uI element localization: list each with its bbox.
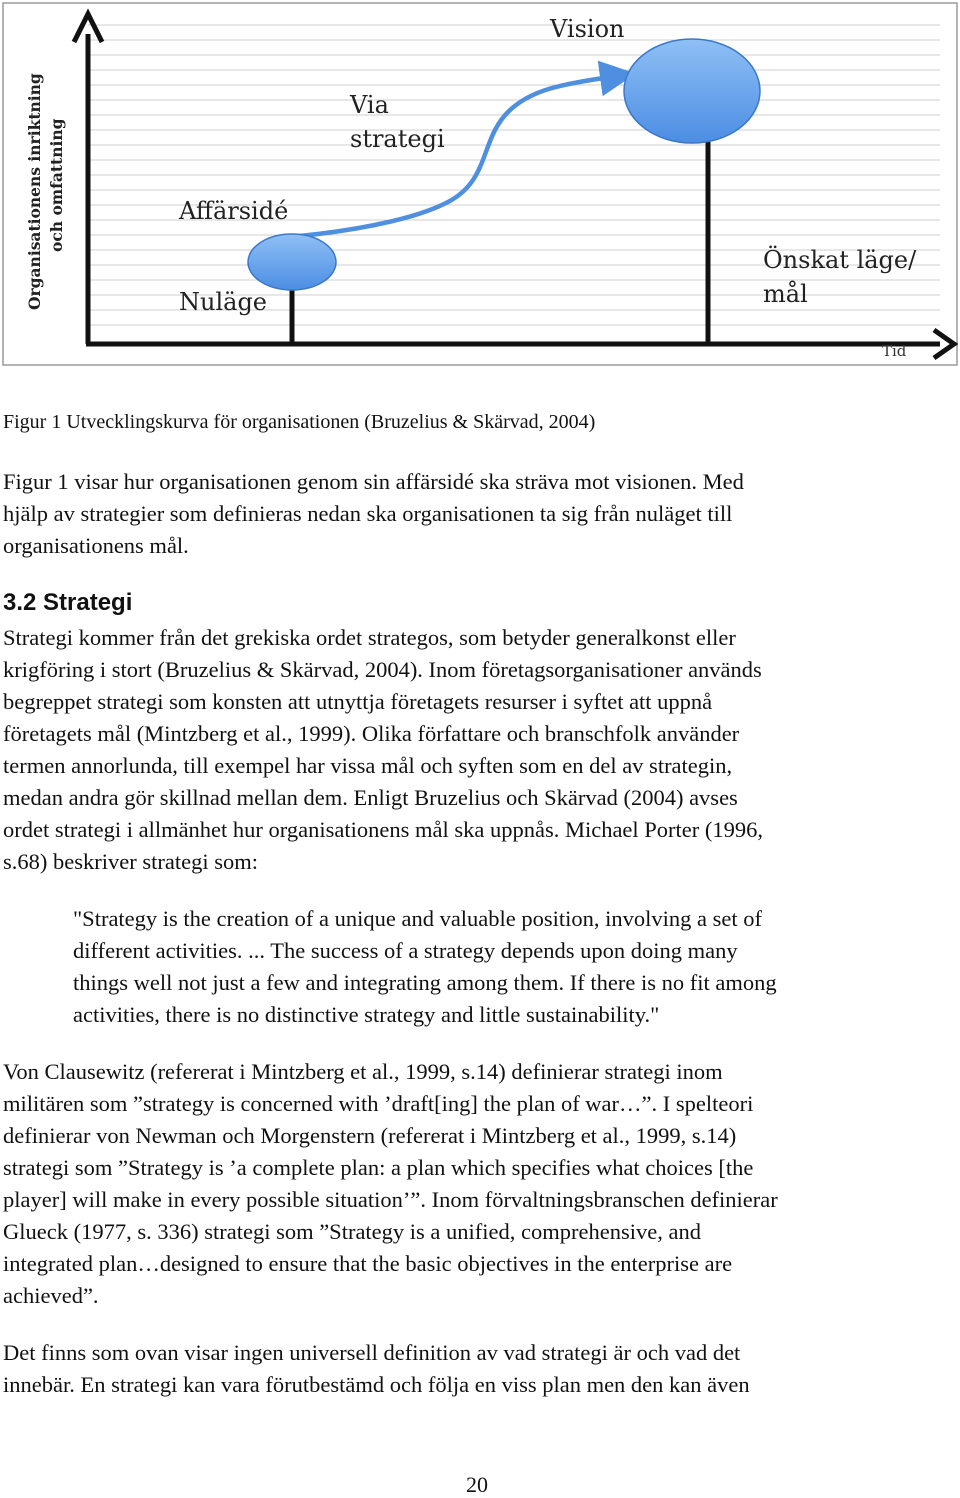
section-heading: 3.2 Strategi [3, 589, 133, 616]
strategy-line: krigföring i stort (Bruzelius & Skärvad, 2004). Inom företagsorganisationer används [3, 657, 762, 682]
strategy-line: s.68) beskriver strategi som: [3, 849, 258, 874]
via-label-line-1: Via [350, 91, 389, 119]
vision-label: Vision [550, 15, 625, 43]
via-strategi-label [350, 88, 445, 156]
diagram-graphics [0, 0, 960, 372]
intro-paragraph [3, 466, 744, 562]
quote-line: different activities. ... The success of a strategy depends upon doing many [73, 938, 738, 963]
porter-quote [73, 903, 777, 1031]
quote-line: "Strategy is the creation of a unique and valuable position, involving a set of [73, 906, 763, 931]
strategy-paragraph [3, 622, 763, 878]
intro-line: organisationens mål. [3, 533, 189, 558]
page-number: 20 [466, 1472, 488, 1497]
strategy-line: företagets mål (Mintzberg et al., 1999). Olika författare och branschfolk använder [3, 721, 740, 746]
strategy-line: termen annorlunda, till exempel har vissa mål och syften som en del av strategin, [3, 753, 733, 778]
clausewitz-line: militären som ”strategy is concerned with ’draft[ing] the plan of war…”. I spelteori [3, 1091, 754, 1116]
onskat-label-line-2: mål [763, 280, 808, 308]
onskat-label-line-1: Önskat läge/ [763, 246, 917, 274]
clausewitz-line: definierar von Newman och Morgenstern (refererat i Mintzberg et al., 1999, s.14) [3, 1123, 737, 1148]
via-label-line-2: strategi [350, 125, 445, 153]
final-paragraph [3, 1337, 750, 1401]
quote-line: things well not just a few and integrating among them. If there is no fit among [73, 970, 777, 995]
strategy-line: Strategi kommer från det grekiska ordet strategos, som betyder generalkonst eller [3, 625, 736, 650]
onskat-lage-label [763, 243, 916, 311]
final-line: Det finns som ovan visar ingen universell definition av vad strategi är och vad det [3, 1340, 741, 1365]
strategy-line: ordet strategi i allmänhet hur organisationens mål ska uppnås. Michael Porter (1996, [3, 817, 764, 842]
quote-line: activities, there is no distinctive strategy and little sustainability." [73, 1002, 660, 1027]
figure-caption: Figur 1 Utvecklingskurva för organisationen (Bruzelius & Skärvad, 2004) [3, 411, 596, 433]
clausewitz-line: player] will make in every possible situation’”. Inom förvaltningsbranschen definierar [3, 1187, 778, 1212]
y-axis-label-line-2: och omfattning [47, 118, 66, 252]
nulage-label: Nuläge [179, 288, 268, 316]
clausewitz-line: strategi som ”Strategy is ’a complete plan: a plan which specifies what choices [the [3, 1155, 754, 1180]
intro-line: Figur 1 visar hur organisationen genom sin affärsidé ska sträva mot visionen. Med [3, 469, 744, 494]
figure-diagram [0, 0, 960, 372]
clausewitz-line: Glueck (1977, s. 336) strategi som ”Strategy is a unified, comprehensive, and [3, 1219, 701, 1244]
y-axis-label-line-1: Organisationens inriktning [25, 73, 44, 310]
clausewitz-line: achieved”. [3, 1283, 99, 1308]
nulage-ellipse [248, 234, 336, 290]
x-axis-label: Tid [882, 342, 907, 360]
clausewitz-paragraph [3, 1056, 778, 1312]
y-axis-label [24, 73, 68, 310]
intro-line: hjälp av strategier som definieras nedan ska organisationen ta sig från nuläget till [3, 501, 733, 526]
final-line: innebär. En strategi kan vara förutbestämd och följa en viss plan men den kan även [3, 1372, 750, 1397]
strategy-line: begreppet strategi som konsten att utnyttja företagets resurser i syftet att uppnå [3, 689, 713, 714]
clausewitz-line: integrated plan…designed to ensure that the basic objectives in the enterprise are [3, 1251, 733, 1276]
clausewitz-line: Von Clausewitz (refererat i Mintzberg et al., 1999, s.14) definierar strategi inom [3, 1059, 723, 1084]
vision-ellipse [624, 39, 760, 143]
strategy-line: medan andra gör skillnad mellan dem. Enligt Bruzelius och Skärvad (2004) avses [3, 785, 738, 810]
affarside-label: Affärsidé [179, 197, 289, 225]
